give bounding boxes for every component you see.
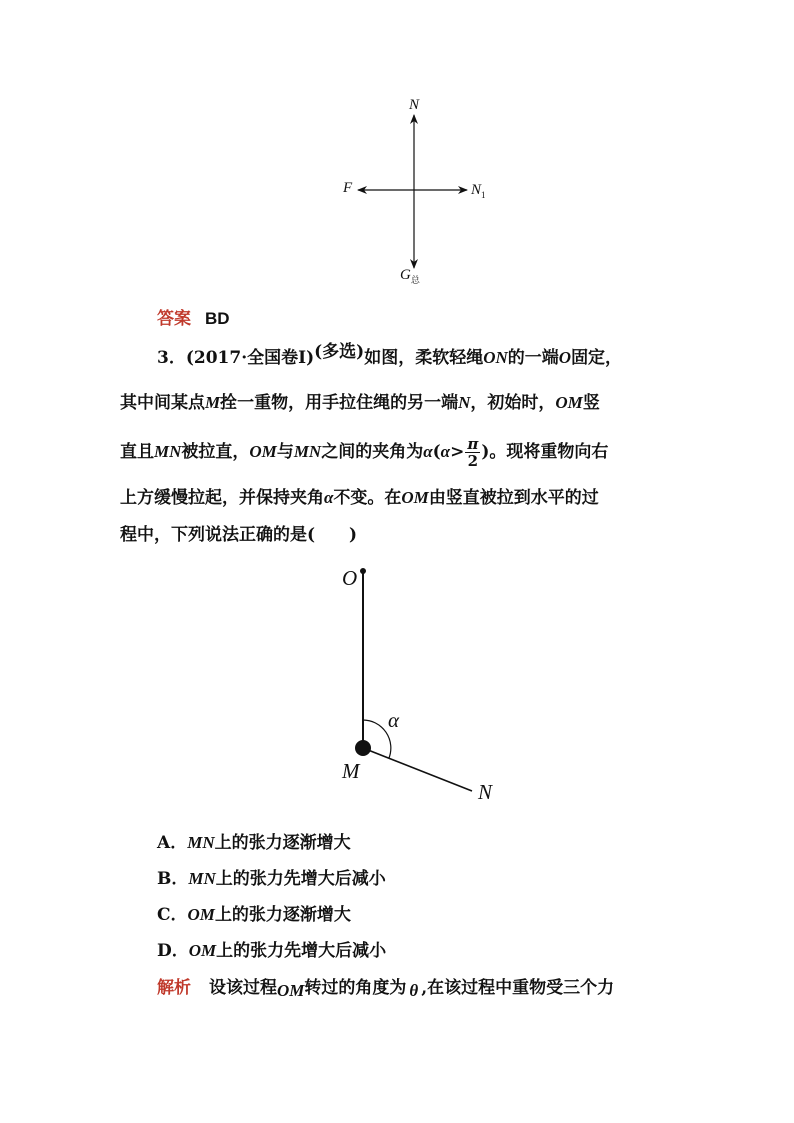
- question-text-3d: 之间的夹角为: [321, 442, 424, 462]
- question-line-1: [157, 342, 623, 370]
- option-c-subject: OM: [187, 905, 215, 924]
- analysis-text-b: 转过的角度为: [304, 978, 407, 998]
- question-text-3b: 被拉直，: [181, 442, 250, 462]
- question-text-2d: 竖: [582, 393, 600, 413]
- option-b[interactable]: [157, 864, 386, 889]
- question-text-5: 程中，下列说法正确的是( ): [120, 525, 358, 545]
- force-label-down-main: G: [400, 267, 411, 283]
- fraction-numerator: π: [467, 435, 479, 453]
- answer-value: BD: [205, 309, 230, 328]
- analysis-label: 解析: [157, 978, 191, 998]
- force-label-right: [471, 182, 486, 200]
- option-d[interactable]: [157, 936, 386, 961]
- var-MN-2: MN: [293, 442, 322, 461]
- rope-label-M: M: [342, 759, 360, 783]
- rope-MN: [363, 748, 472, 791]
- option-d-subject: OM: [188, 941, 217, 960]
- option-b-subject: MN: [188, 869, 216, 888]
- question-tag: (多选): [314, 342, 365, 362]
- question-text-3e: 。现将重物向右: [489, 442, 609, 462]
- question-text-4b: 不变。在: [333, 488, 402, 508]
- question-text-3c: 与: [276, 442, 294, 462]
- analysis-text-a: 设该过程: [209, 978, 277, 998]
- option-c[interactable]: [157, 900, 351, 925]
- var-alpha-2: α: [440, 442, 451, 461]
- option-d-letter: D．: [157, 941, 189, 961]
- pi-over-2-fraction: [465, 436, 480, 469]
- option-b-letter: B．: [157, 869, 189, 889]
- rope-label-N: N: [478, 780, 493, 804]
- var-O: O: [558, 348, 572, 367]
- question-number: 3．: [157, 348, 186, 368]
- option-a[interactable]: [157, 828, 351, 853]
- force-label-right-sub: 1: [481, 190, 486, 200]
- question-text-1a: 如图，柔软轻绳: [364, 348, 484, 368]
- analysis-var-theta: θ: [409, 981, 419, 1000]
- option-b-text: 上的张力先增大后减小: [215, 869, 386, 889]
- option-a-subject: MN: [187, 833, 215, 852]
- question-line-5: [120, 523, 357, 547]
- question-text-4a: 上方缓慢拉起，并保持夹角: [120, 488, 324, 508]
- force-label-down: [400, 267, 420, 286]
- question-text-3a: 直且: [120, 442, 154, 462]
- option-a-letter: A．: [157, 833, 188, 853]
- question-text-4c: 由竖直被拉到水平的过: [428, 488, 599, 508]
- option-d-text: 上的张力先增大后减小: [216, 941, 387, 961]
- analysis-text-c: ,在该过程中重物受三个力: [421, 978, 615, 998]
- var-OM-1: OM: [555, 393, 583, 412]
- force-label-left: F: [343, 180, 353, 196]
- var-ON: ON: [483, 348, 508, 367]
- rope-label-O: O: [342, 566, 358, 590]
- force-label-down-sub: 总: [410, 275, 420, 285]
- option-c-text: 上的张力逐渐增大: [214, 905, 351, 925]
- option-a-text: 上的张力逐渐增大: [214, 833, 351, 853]
- force-label-up: N: [409, 97, 420, 113]
- var-MN-1: MN: [154, 442, 182, 461]
- answer-line: [157, 307, 230, 331]
- option-c-letter: C．: [157, 905, 188, 925]
- var-alpha-1: α: [423, 442, 433, 461]
- var-OM-3: OM: [401, 488, 429, 507]
- question-line-4: [120, 486, 599, 510]
- alpha-cond-close: ): [481, 442, 490, 462]
- force-label-right-main: N: [471, 182, 482, 198]
- var-M: M: [205, 393, 221, 412]
- question-line-3: [120, 432, 608, 472]
- analysis-line: [157, 976, 614, 1000]
- analysis-var-OM: OM: [277, 981, 305, 1000]
- question-text-2a: 其中间某点: [120, 393, 205, 413]
- question-text-1c: 固定，: [571, 348, 623, 368]
- rope-label-alpha: α: [388, 708, 400, 732]
- force-diagram: [330, 95, 500, 295]
- alpha-cond-open: (: [432, 442, 441, 462]
- question-source: (2017·全国卷Ⅰ): [185, 348, 315, 368]
- var-OM-2: OM: [249, 442, 277, 461]
- weight-M: [355, 740, 371, 756]
- alpha-cond-gt: >: [450, 442, 465, 462]
- var-alpha-3: α: [324, 488, 334, 507]
- answer-label: 答案: [157, 309, 191, 329]
- fraction-denominator: 2: [467, 452, 479, 470]
- rope-diagram: [330, 560, 510, 810]
- question-text-2b: 拴一重物，用手拉住绳的另一端: [220, 393, 459, 413]
- question-text-2c: ，初始时，: [470, 393, 556, 413]
- question-text-1b: 的一端: [507, 348, 559, 368]
- question-line-2: [120, 391, 600, 415]
- var-N: N: [458, 393, 471, 412]
